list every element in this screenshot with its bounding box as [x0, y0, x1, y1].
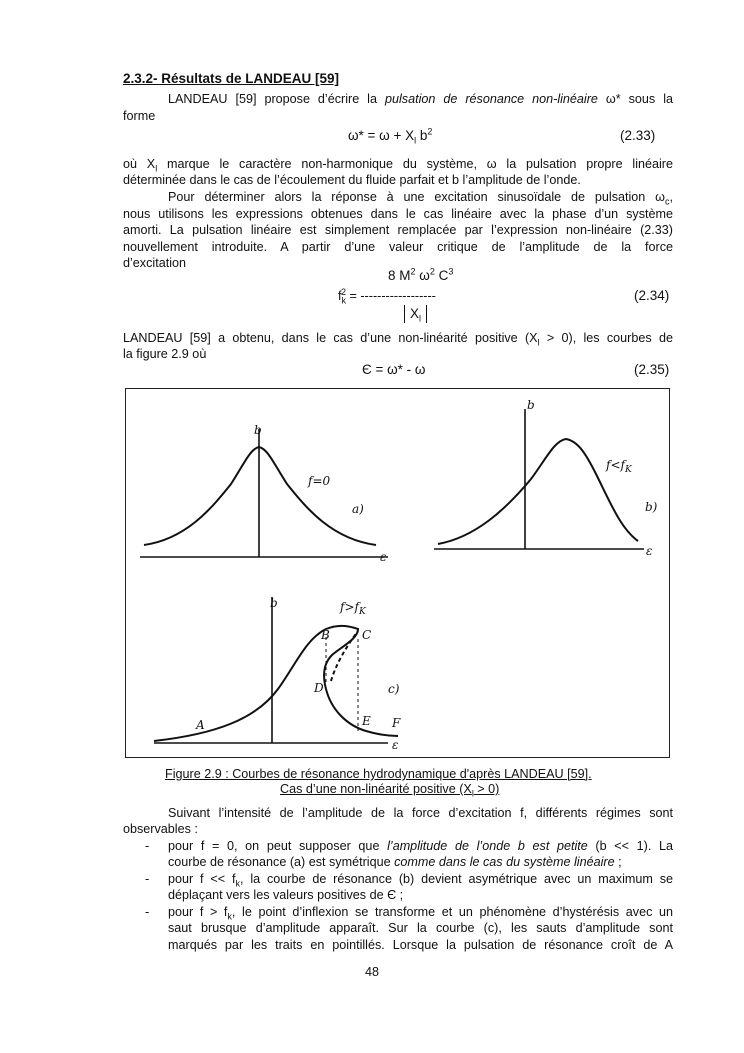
bullet-line: courbe de résonance (a) est symétrique comme dans le cas du système linéaire ; [168, 855, 622, 869]
panel-c-annotation: $f>f_K$ [340, 600, 366, 617]
equation-2-34-fraction: $f_k^2$ = ------------------ [338, 286, 436, 306]
panel-c-axis-label-epsilon: ε [392, 738, 399, 752]
panel-c [154, 596, 401, 752]
paragraph-line: Pour déterminer alors la réponse à une excitation sinusoïdale de pulsation $\omega_c$, [168, 190, 673, 207]
panel-b [434, 398, 658, 558]
figure-caption-line-2: Cas d’une non-linéarité positive $(X_l > 0)$ [280, 782, 500, 799]
equation-2-33: $\omega* = \omega + X_l$ $b^2$ [348, 126, 433, 146]
bullet-line: déplaçant vers les valeurs positives de Є ; [168, 888, 404, 902]
equation-number: (2.35) [634, 362, 670, 377]
bullet-marker: - [145, 905, 150, 919]
panel-a-annotation: f=0 [308, 474, 331, 488]
paragraph-line: amorti. La pulsation linéaire est simplement remplacée par l’expression non-linéaire (2.33) [123, 223, 673, 237]
page-number: 48 [364, 965, 379, 979]
paragraph-line: Suivant l’intensité de l’amplitude de la force d’excitation f, différents régimes sont [168, 806, 673, 820]
panel-a [140, 423, 388, 564]
panel-b-axis-label-b: b [527, 398, 535, 412]
bullet-line: pour $f << f_k$, la courbe de résonance (b) devient asymétrique avec un maximum se [168, 872, 673, 889]
panel-c-point-f: F [392, 716, 401, 730]
paragraph-line: nous utilisons les expressions obtenues dans le cas linéaire avec la phase d’un système [123, 207, 673, 221]
paragraph-line: où $X_l$ marque le caractère non-harmonique du système, ω la pulsation propre linéaire [123, 157, 673, 174]
bullet-line: pour f = 0, on peut supposer que l’amplitude de l’onde b est petite (b << 1). La [168, 839, 673, 853]
equation-number: (2.34) [634, 288, 670, 303]
paragraph-line: forme [123, 109, 156, 123]
bullet-line: saut brusque d’amplitude apparaît. Sur la courbe (c), les sauts d’amplitude sont [168, 921, 673, 935]
panel-c-point-d: D [314, 681, 324, 695]
equation-2-35: Є = ω* - ω [362, 362, 426, 377]
figure-2-9 [125, 388, 670, 758]
paragraph-line: LANDEAU [59] a obtenu, dans le cas d’une non-linéarité positive $(X_l > 0)$, les courbes de [123, 331, 673, 348]
panel-c-axis-label-b: b [270, 596, 278, 610]
panel-a-resonance-curve [144, 447, 376, 545]
panel-c-point-e: E [362, 714, 371, 728]
panel-b-tag: b) [645, 500, 658, 514]
panel-c-point-a: A [196, 718, 205, 732]
panel-c-point-b: B [321, 628, 330, 642]
paragraph-line: d’excitation [123, 256, 187, 270]
panel-a-axis-label-epsilon: ε [380, 550, 387, 564]
panel-b-annotation: $f<f_K$ [606, 458, 632, 475]
paragraph-line: observables : [123, 822, 198, 836]
figure-caption-line-1: Figure 2.9 : Courbes de résonance hydrodynamique d'après LANDEAU [59]. [165, 767, 592, 781]
bullet-marker: - [145, 872, 150, 886]
panel-b-resonance-curve [438, 439, 638, 544]
paragraph-line: la figure 2.9 où [123, 347, 207, 361]
paragraph-line: déterminée dans le cas de l’écoulement du fluide parfait et b l’amplitude de l’onde. [123, 173, 581, 187]
section-heading: 2.3.2- Résultats de LANDEAU [59] [123, 71, 340, 86]
panel-c-point-c: C [362, 628, 372, 642]
bullet-marker: - [145, 839, 150, 853]
equation-2-34-numerator: 8 $M^2$ $\omega^2$ $C^3$ [388, 266, 454, 283]
bullet-line: marqués par les traits en pointillés. Lorsque la pulsation de résonance croît de A [168, 938, 673, 952]
paragraph-line: nouvellement introduite. A partir d’une valeur critique de l’amplitude de la force [123, 240, 673, 254]
panel-c-tag: c) [388, 682, 400, 696]
equation-2-34-denominator: $X_l$ [404, 305, 427, 323]
panel-a-axis-label-b: b [254, 423, 262, 437]
equation-number: (2.33) [620, 128, 656, 143]
paragraph-line: LANDEAU [59] propose d’écrire la pulsation de résonance non-linéaire ω* sous la [168, 92, 673, 106]
figure-drawing [126, 389, 671, 759]
panel-a-tag: a) [352, 502, 364, 516]
panel-b-axis-label-epsilon: ε [646, 544, 653, 558]
bullet-line: pour $f > f_k$, le point d’inflexion se transforme et un phénomène d’hystérésis avec un [168, 905, 673, 922]
